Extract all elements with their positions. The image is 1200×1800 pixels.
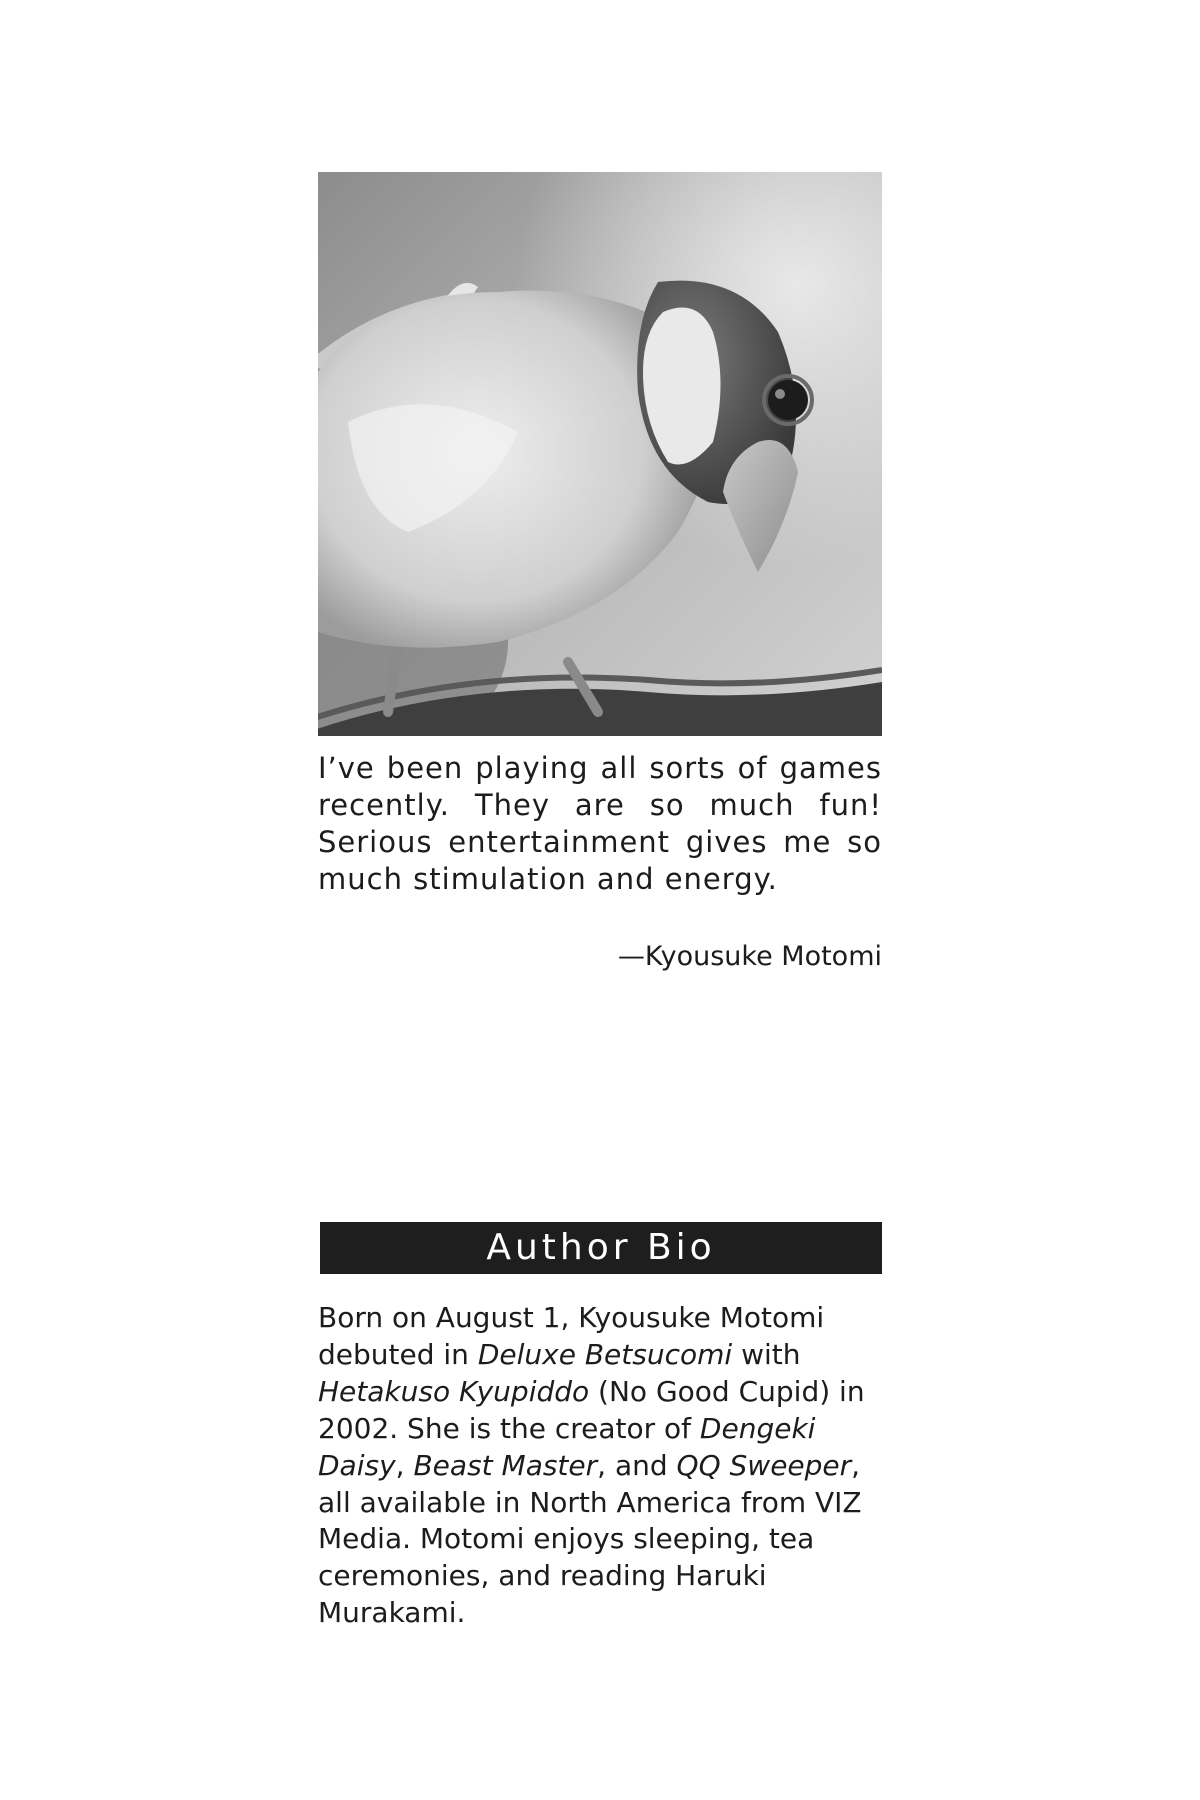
bio-segment: Born on August 1, Kyousuke Motomi debuted in [318, 1301, 825, 1371]
bird-illustration [318, 172, 882, 736]
bio-segment-title: Beast Master [413, 1448, 598, 1482]
bio-segment: , [395, 1448, 414, 1482]
bio-segment: , all available in North America from VIZ Media. Motomi enjoys sleeping, tea ceremonies, and reading Haruki Murakami. [318, 1448, 862, 1630]
quote-signature: —Kyousuke Motomi [617, 941, 882, 972]
author-quote: I’ve been playing all sorts of games recently. They are so much fun! Serious entertainment gives me so much stimulation and energy. [318, 751, 882, 896]
bio-segment: , and [597, 1448, 677, 1482]
bio-segment-title: QQ Sweeper [676, 1448, 852, 1482]
author-bio-heading: Author Bio [320, 1222, 882, 1274]
author-photo [318, 172, 882, 736]
author-bio-text [318, 1300, 882, 1632]
bio-segment-title: Hetakuso Kyupiddo [318, 1374, 590, 1408]
bio-segment-title: Deluxe Betsucomi [477, 1337, 733, 1371]
bio-segment-title: Dengeki Daisy [318, 1411, 816, 1482]
bio-segment: with [732, 1337, 801, 1371]
bio-segment: (No Good Cupid) in 2002. She is the creator of [318, 1374, 865, 1445]
